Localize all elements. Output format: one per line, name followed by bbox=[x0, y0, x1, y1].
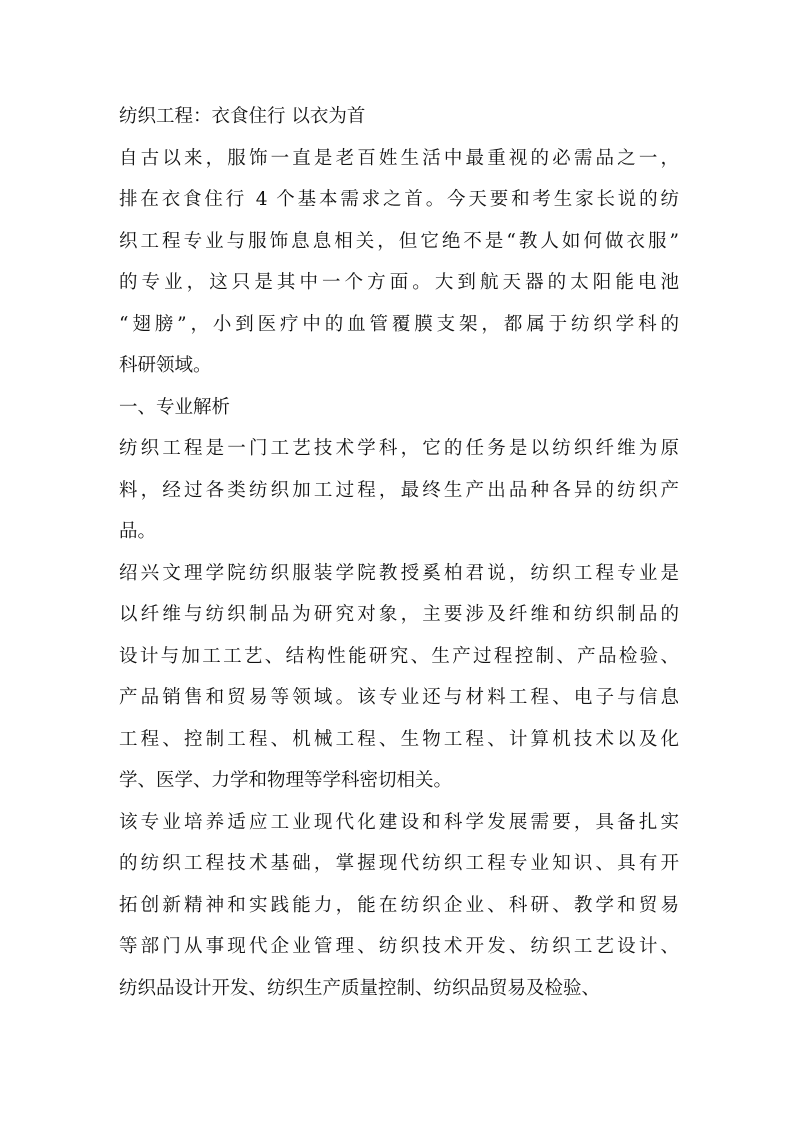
text-line: 纺织工程是一门工艺技术学科，它的任务是以纺织纤维为原 bbox=[119, 438, 679, 459]
text-line: 工程、控制工程、机械工程、生物工程、计算机技术以及化 bbox=[119, 728, 679, 750]
text-line: 自古以来，服饰一直是老百姓生活中最重视的必需品之一， bbox=[119, 147, 679, 169]
text-line: 纺织品设计开发、纺织生产质量控制、纺织品贸易及检验、 bbox=[119, 977, 601, 999]
document-body bbox=[119, 96, 679, 1009]
text-line: 该专业培养适应工业现代化建设和科学发展需要，具备扎实 bbox=[119, 811, 679, 833]
text-line: 料，经过各类纺织加工过程，最终生产出品种各异的纺织产 bbox=[119, 479, 679, 501]
text-line: 一、专业解析 bbox=[119, 396, 231, 418]
text-line: 绍兴文理学院纺织服装学院教授奚柏君说，纺织工程专业是 bbox=[119, 562, 679, 584]
text-line: 设计与加工工艺、结构性能研究、生产过程控制、产品检验、 bbox=[119, 645, 679, 667]
text-line: 以纤维与纺织制品为研究对象，主要涉及纤维和纺织制品的 bbox=[119, 604, 679, 625]
text-line: 拓创新精神和实践能力，能在纺织企业、科研、教学和贸易 bbox=[119, 894, 679, 916]
document-title: 纺织工程：衣食住行 以衣为首 bbox=[119, 106, 366, 127]
paragraph bbox=[119, 553, 679, 802]
text-line: 等部门从事现代企业管理、纺织技术开发、纺织工艺设计、 bbox=[119, 936, 679, 957]
text-line: 织工程专业与服饰息息相关，但它绝不是“教人如何做衣服” bbox=[119, 230, 679, 252]
text-line: 的纺织工程技术基础，掌握现代纺织工程专业知识、具有开 bbox=[119, 853, 679, 874]
paragraph bbox=[119, 138, 679, 387]
text-line: 排在衣食住行 4 个基本需求之首。今天要和考生家长说的纺 bbox=[119, 189, 679, 210]
text-line: “翅膀”，小到医疗中的血管覆膜支架，都属于纺织学科的 bbox=[119, 313, 679, 335]
paragraph bbox=[119, 428, 679, 553]
text-line: 学、医学、力学和物理等学科密切相关。 bbox=[119, 770, 453, 791]
text-line: 的专业，这只是其中一个方面。大到航天器的太阳能电池 bbox=[119, 272, 679, 293]
text-line: 科研领域。 bbox=[119, 355, 212, 376]
text-line: 品。 bbox=[119, 521, 157, 542]
text-line: 产品销售和贸易等领域。该专业还与材料工程、电子与信息 bbox=[119, 687, 679, 708]
paragraph bbox=[119, 802, 679, 1010]
section-heading bbox=[119, 387, 679, 429]
